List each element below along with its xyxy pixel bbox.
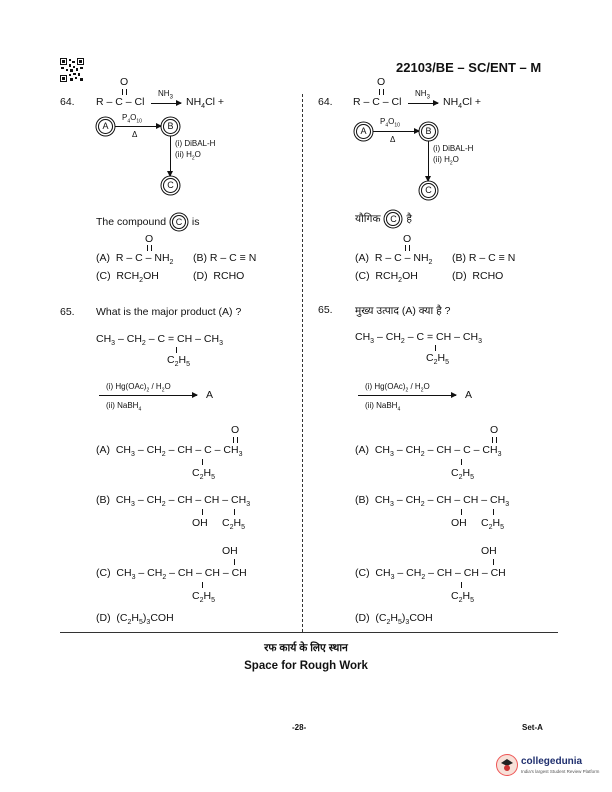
step-2: (ii) $H_2O$	[175, 150, 201, 162]
carbonyl-o: O	[120, 76, 129, 88]
collegedunia-logo-icon	[496, 754, 518, 776]
paper-code: 22103/BE – SC/ENT – M	[396, 60, 542, 75]
single-bond	[234, 559, 235, 565]
step-1: (i) DiBAL-H	[433, 144, 474, 153]
product-a: A	[206, 389, 214, 401]
reaction-arrow	[170, 136, 171, 176]
qr-code	[60, 58, 84, 82]
question-number: 65.	[60, 306, 75, 318]
step-2: (ii) $H_2O$	[433, 155, 459, 167]
column-divider	[302, 94, 303, 632]
option-c: (C) $CH_3 - CH_2$ – CH – CH – CH	[355, 567, 506, 582]
option-a: (A) R – C – $NH_2$	[355, 252, 433, 267]
double-bond	[492, 437, 497, 443]
compound-a-circle: A	[356, 124, 371, 139]
brand-tagline: India's largest Student Review Platform	[521, 769, 600, 774]
p4o10-label: $P_4O_{10}$	[122, 113, 142, 125]
hydroxyl: OH	[192, 517, 208, 529]
single-bond	[461, 459, 462, 465]
compound-a-circle: A	[98, 119, 113, 134]
ethyl-branch: $C_2H_5$	[451, 590, 474, 605]
rough-work-label: Space for Rough Work	[244, 660, 368, 672]
question-text: What is the major product (A) ?	[96, 306, 242, 318]
ethyl-branch: $C_2H_5$	[426, 352, 449, 367]
option-c: (C) $RCH_2OH$	[96, 270, 159, 285]
question-number: 65.	[318, 304, 333, 316]
reaction-arrow	[358, 395, 456, 396]
question-number: 64.	[318, 96, 333, 108]
option-c: (C) $CH_3 - CH_2$ – CH – CH – CH	[96, 567, 247, 582]
option-b: (B) $CH_3 - CH_2$ – CH – CH – $CH_3$	[96, 494, 251, 509]
question-number: 64.	[60, 96, 75, 108]
compound-b-circle: B	[421, 124, 436, 139]
option-a: (A) R – C – $NH_2$	[96, 252, 174, 267]
option-b: (B) R – C ≡ N	[193, 252, 257, 264]
carbonyl-o: O	[231, 424, 240, 436]
byproduct: $NH_4Cl$ +	[186, 96, 225, 111]
ethyl-branch: $C_2H_5$	[222, 517, 245, 532]
acyl-chloride: R – C – Cl	[96, 96, 145, 108]
double-bond	[405, 245, 410, 251]
hydroxyl: OH	[451, 517, 467, 529]
option-b: (B) $CH_3 - CH_2$ – CH – CH – $CH_3$	[355, 494, 510, 509]
option-b: (B) R – C ≡ N	[452, 252, 516, 264]
reaction-arrow	[428, 141, 429, 181]
option-c: (C) $RCH_2OH$	[355, 270, 418, 285]
carbonyl-o: O	[490, 424, 499, 436]
compound-c-circle: C	[163, 178, 178, 193]
double-bond	[147, 245, 152, 251]
rough-work-hindi: रफ कार्य के लिए स्थान	[264, 642, 348, 654]
reaction-arrow	[373, 131, 419, 132]
step-1: (i) DiBAL-H	[175, 139, 216, 148]
option-d: (D) $(C_2H_5)_3COH$	[96, 612, 174, 627]
byproduct: $NH_4Cl$ +	[443, 96, 482, 111]
single-bond	[202, 459, 203, 465]
double-bond	[233, 437, 238, 443]
hydroxyl: OH	[481, 545, 497, 557]
ethyl-branch: $C_2H_5$	[192, 467, 215, 482]
reagent-label: $NH_3$	[415, 89, 430, 101]
single-bond	[234, 509, 235, 515]
option-d: (D) RCHO	[452, 270, 504, 282]
single-bond	[176, 347, 177, 353]
ethyl-branch: $C_2H_5$	[481, 517, 504, 532]
ethyl-branch: $C_2H_5$	[451, 467, 474, 482]
reagent-label: $NH_3$	[158, 89, 173, 101]
ethyl-branch: $C_2H_5$	[192, 590, 215, 605]
double-bond	[122, 89, 127, 95]
set-label: Set-A	[522, 723, 543, 732]
double-bond	[379, 89, 384, 95]
reactant-chain: $CH_3 - CH_2$ – C = CH – $CH_3$	[355, 331, 482, 346]
brand-name: collegedunia	[521, 756, 583, 767]
reagent-1: (i) $Hg(OAc)_2 / H_2O$	[365, 382, 430, 394]
carbonyl-o: O	[145, 233, 154, 245]
hydroxyl: OH	[222, 545, 238, 557]
rough-work-divider	[60, 632, 558, 633]
reaction-arrow	[99, 395, 197, 396]
question-text: The compound C is	[96, 215, 200, 228]
option-d: (D) $(C_2H_5)_3COH$	[355, 612, 433, 627]
ethyl-branch: $C_2H_5$	[167, 354, 190, 369]
question-text-hindi: मुख्य उत्पाद (A) क्या है ?	[355, 305, 451, 317]
single-bond	[461, 582, 462, 588]
reaction-arrow	[115, 126, 161, 127]
option-a: (A) $CH_3 - CH_2$ – CH – C – $CH_3$	[355, 444, 502, 459]
single-bond	[461, 509, 462, 515]
reagent-2: (ii) NaBH$_4$	[106, 401, 142, 413]
product-a: A	[465, 389, 473, 401]
p4o10-label: $P_4O_{10}$	[380, 117, 400, 129]
single-bond	[202, 582, 203, 588]
carbonyl-o: O	[377, 76, 386, 88]
single-bond	[435, 345, 436, 351]
compound-c-circle: C	[421, 183, 436, 198]
option-a: (A) $CH_3 - CH_2$ – CH – C – $CH_3$	[96, 444, 243, 459]
carbonyl-o: O	[403, 233, 412, 245]
single-bond	[202, 509, 203, 515]
reagent-2: (ii) NaBH$_4$	[365, 401, 401, 413]
reactant-chain: $CH_3 - CH_2$ – C = CH – $CH_3$	[96, 333, 223, 348]
question-text-hindi: यौगिक C है	[355, 213, 412, 225]
single-bond	[493, 559, 494, 565]
option-d: (D) RCHO	[193, 270, 245, 282]
reaction-arrow	[151, 103, 181, 104]
single-bond	[493, 509, 494, 515]
page-number: -28-	[292, 723, 307, 732]
acyl-chloride: R – C – Cl	[353, 96, 402, 108]
compound-b-circle: B	[163, 119, 178, 134]
heat-symbol: Δ	[390, 135, 396, 144]
heat-symbol: Δ	[132, 130, 138, 139]
reagent-1: (i) $Hg(OAc)_2 / H_2O$	[106, 382, 171, 394]
reaction-arrow	[408, 103, 438, 104]
